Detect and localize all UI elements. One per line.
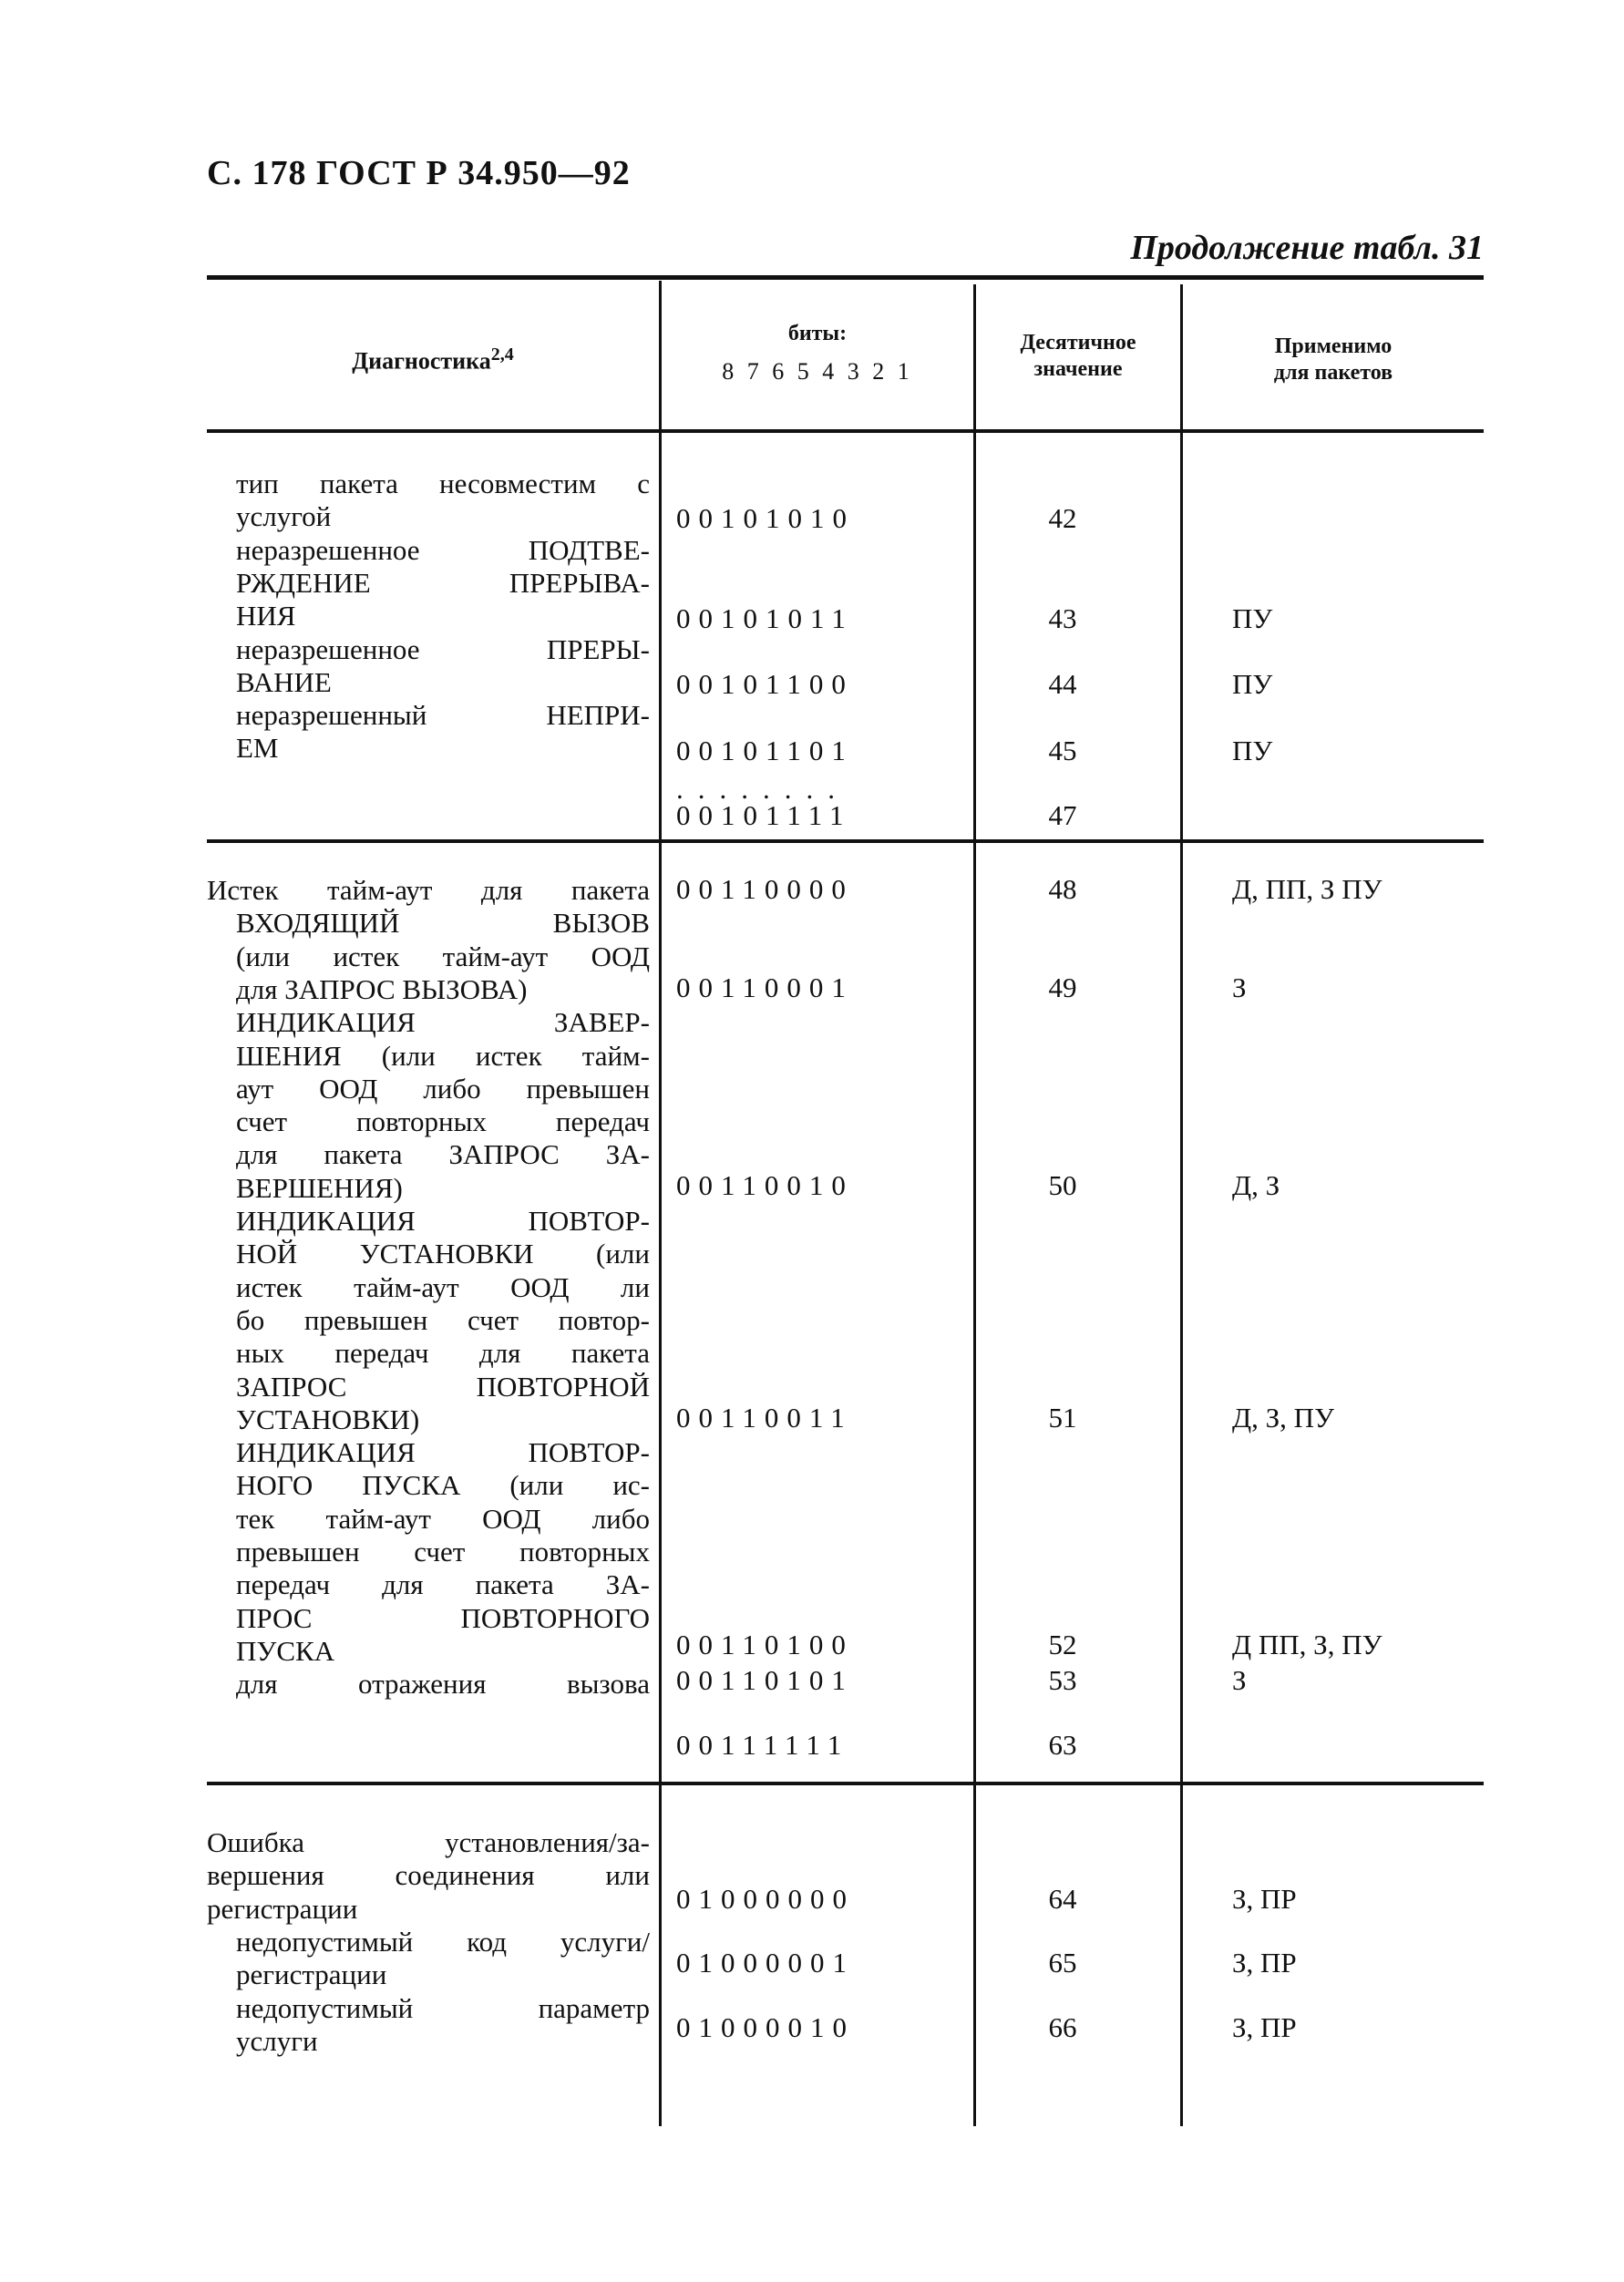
diagnostic-text-line: тек тайм-аут ООД либо (236, 1502, 650, 1535)
section-divider (207, 839, 1484, 843)
diagnostic-text-line: ИНДИКАЦИЯ ПОВТОР- (236, 1436, 650, 1469)
bits-value: 00110011 (676, 1402, 853, 1434)
applicable-packets: З, ПР (1232, 2011, 1297, 2043)
diagnostic-text-line: неразрешенное ПРЕРЫ- (236, 632, 650, 665)
diagnostic-text-line: аут ООД либо превышен (236, 1072, 650, 1105)
diagnostic-text-line: ВЕРШЕНИЯ) (236, 1171, 403, 1204)
diagnostic-text-line: Истек тайм-аут для пакета (207, 874, 650, 906)
header-bottom-rule (207, 429, 1484, 433)
column-divider (1180, 284, 1183, 2126)
diagnostic-text-line: УСТАНОВКИ) (236, 1403, 420, 1435)
decimal-value: 51 (1048, 1402, 1077, 1434)
bits-value: ........ (676, 773, 849, 805)
diagnostic-text-line: вершения соединения или (207, 1859, 650, 1892)
column-divider (659, 281, 662, 2126)
decimal-value: 42 (1048, 502, 1077, 534)
diagnostic-text-line: неразрешенный НЕПРИ- (236, 699, 650, 732)
diagnostic-text-line: счет повторных передач (236, 1105, 650, 1138)
applicable-packets: ПУ (1232, 668, 1273, 700)
header-bits (662, 321, 973, 385)
header-decimal (976, 330, 1180, 383)
decimal-value: 47 (1048, 799, 1077, 831)
header-decimal-line: значение (1033, 357, 1123, 381)
diagnostic-text-line: ШЕНИЯ (или истек тайм- (236, 1039, 650, 1072)
header-applicable-line: для пакетов (1273, 361, 1393, 385)
diagnostic-text-line: НИЯ (236, 600, 296, 632)
column-divider (973, 284, 976, 2126)
applicable-packets: З (1232, 971, 1247, 1003)
applicable-packets: Д, З (1232, 1169, 1280, 1201)
diagnostic-text-line: ВХОДЯЩИЙ ВЫЗОВ (236, 907, 650, 940)
diagnostic-text-line: РЖДЕНИЕ ПРЕРЫВА- (236, 566, 650, 599)
bits-value: 00101101 (676, 735, 854, 766)
decimal-value: 63 (1048, 1729, 1077, 1761)
footnote-ref: 2,4 (490, 344, 514, 365)
applicable-packets: ПУ (1232, 602, 1273, 634)
applicable-packets: З (1232, 1664, 1247, 1696)
header-applicable (1183, 334, 1484, 386)
decimal-value: 52 (1048, 1629, 1077, 1660)
diagnostic-text-line: для отражения вызова (236, 1668, 650, 1701)
applicable-packets: Д, З, ПУ (1232, 1402, 1335, 1434)
decimal-value: 50 (1048, 1169, 1077, 1201)
header-bits-label: биты: (787, 322, 848, 345)
bits-value: 00110010 (676, 1169, 854, 1201)
page-header: С. 178 ГОСТ Р 34.950—92 (207, 154, 631, 192)
applicable-packets: ПУ (1232, 735, 1273, 766)
header-diagnostics (207, 342, 659, 375)
bits-value: 01000000 (676, 1883, 855, 1915)
diagnostic-text-line: ЕМ (236, 732, 279, 765)
diagnostic-text-line: Ошибка установления/за- (207, 1826, 650, 1858)
diagnostic-text-line: ПУСКА (236, 1634, 335, 1667)
section-divider (207, 1782, 1484, 1785)
decimal-value: 64 (1048, 1883, 1077, 1915)
header-decimal-line: Десятичное (1020, 331, 1136, 355)
bits-value: 00101011 (676, 602, 854, 634)
bits-value: 00101100 (676, 668, 854, 700)
bits-value: 01000001 (676, 1947, 855, 1979)
diagnostic-text-line: тип пакета несовместим с (236, 468, 650, 499)
diagnostic-text-line: НОГО ПУСКА (или ис- (236, 1469, 650, 1502)
bits-value: 00111111 (676, 1729, 850, 1761)
decimal-value: 45 (1048, 735, 1077, 766)
header-diagnostics-label: Диагностика (352, 347, 491, 375)
diagnostic-text-line: для ЗАПРОС ВЫЗОВА) (236, 972, 528, 1005)
diagnostic-text-line: НОЙ УСТАНОВКИ (или (236, 1238, 650, 1270)
applicable-packets: З, ПР (1232, 1883, 1297, 1915)
bits-value: 00101111 (676, 799, 852, 831)
decimal-value: 43 (1048, 602, 1077, 634)
diagnostic-text-line: услугой (236, 500, 332, 533)
diagnostic-text-line: ных передач для пакета (236, 1337, 650, 1370)
continuation-label: Продолжение табл. 31 (1130, 229, 1484, 267)
applicable-packets: Д, ПП, З ПУ (1232, 873, 1382, 905)
applicable-packets: З, ПР (1232, 1947, 1297, 1979)
diagnostic-text-line: (или истек тайм-аут ООД (236, 940, 650, 972)
diagnostic-text-line: ИНДИКАЦИЯ ЗАВЕР- (236, 1006, 650, 1039)
decimal-value: 48 (1048, 873, 1077, 905)
diagnostic-text-line: услуги (236, 2024, 318, 2057)
diagnostic-text-line: регистрации (207, 1892, 358, 1925)
diagnostic-text-line: регистрации (236, 1958, 387, 1991)
bits-value: 00101010 (676, 502, 855, 534)
diagnostic-text-line: недопустимый параметр (236, 1991, 650, 2024)
header-applicable-line: Применимо (1274, 334, 1393, 358)
diagnostic-text-line: неразрешенное ПОДТВЕ- (236, 533, 650, 566)
applicable-packets: Д ПП, З, ПУ (1232, 1629, 1382, 1660)
table-top-rule (207, 275, 1484, 280)
bits-value: 00110100 (676, 1629, 854, 1660)
decimal-value: 66 (1048, 2011, 1077, 2043)
diagnostic-text-line: истек тайм-аут ООД ли (236, 1270, 650, 1303)
diagnostic-text-line: передач для пакета ЗА- (236, 1568, 650, 1601)
diagnostic-text-line: бо превышен счет повтор- (236, 1303, 650, 1336)
diagnostic-text-line: недопустимый код услуги/ (236, 1925, 650, 1958)
bits-value: 01000010 (676, 2011, 855, 2043)
diagnostic-text-line: ИНДИКАЦИЯ ПОВТОР- (236, 1205, 650, 1237)
diagnostic-text-line: ПРОС ПОВТОРНОГО (236, 1601, 650, 1634)
bits-value: 00110101 (676, 1664, 854, 1696)
decimal-value: 44 (1048, 668, 1077, 700)
bits-value: 00110000 (676, 873, 854, 905)
decimal-value: 53 (1048, 1664, 1077, 1696)
diagnostic-text-line: ЗАПРОС ПОВТОРНОЙ (236, 1370, 650, 1403)
decimal-value: 65 (1048, 1947, 1077, 1979)
decimal-value: 49 (1048, 971, 1077, 1003)
header-bit-positions: 8 7 6 5 4 3 2 1 (722, 358, 913, 385)
bits-value: 00110001 (676, 971, 854, 1003)
diagnostic-text-line: для пакета ЗАПРОС ЗА- (236, 1138, 650, 1171)
diagnostic-text-line: превышен счет повторных (236, 1536, 650, 1568)
diagnostic-text-line: ВАНИЕ (236, 665, 332, 698)
